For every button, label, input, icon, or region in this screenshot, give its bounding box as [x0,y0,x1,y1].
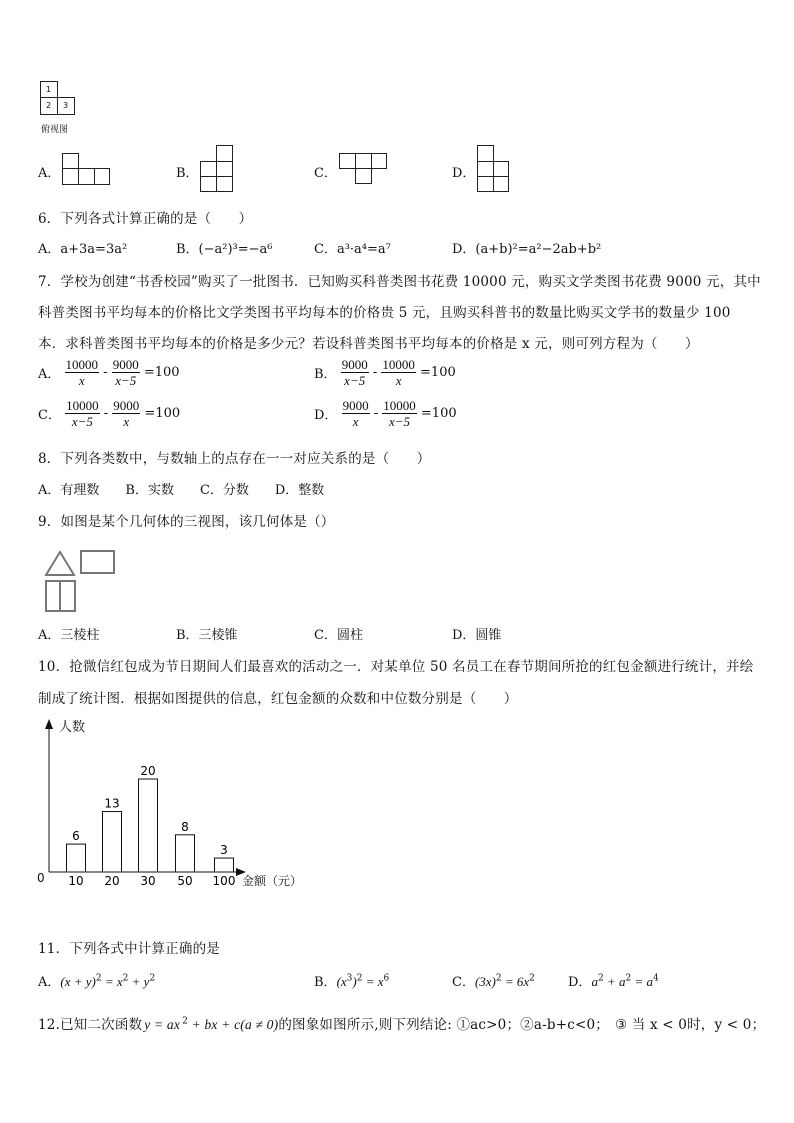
bar-value-label: 13 [104,796,120,811]
bar-value-label: 8 [181,819,189,834]
front-view-triangle [46,552,74,575]
q10-stem-line-2: 制成了统计图．根据如图提供的信息，红包金额的众数和中位数分别是（ ） [38,691,518,707]
x-tick-label: 30 [140,874,156,888]
bar-10 [67,844,86,872]
top-view-cell-2 [40,97,58,115]
q11-option-d: D．$a^2 + a^2 = a^4$ [568,973,659,990]
x-tick-label: 50 [177,874,193,888]
q6-option-a: A．a+3a=3a² [38,242,128,257]
q10-stem-line-1: 10．抢微信红包成为节日期间人们最喜欢的活动之一．对某单位 50 名员工在春节期间所抢的红包金额进行统计，并绘 [38,659,754,675]
bar-50 [176,835,195,872]
q11-stem: 11．下列各式中计算正确的是 [38,941,220,957]
q5-option-d-label: D． [452,166,476,181]
q9-option-a: A．三棱柱 [38,628,100,643]
q8-options: A．有理数 B．实数 C．分数 D．整数 [38,483,325,498]
x-tick-label: 10 [68,874,84,888]
q9-option-d: D．圆锥 [452,628,502,643]
q9-three-view-figure [38,540,120,616]
origin-label: 0 [37,871,45,885]
q7-option-a: A． $\frac{10000}{x}$ - $\frac{9000}{x-5}$ =100 [38,357,180,388]
q6-stem: 6．下列各式计算正确的是（ ） [38,211,253,227]
y-axis-label: 人数 [59,720,86,735]
q11-option-a: A．$(x + y)^2 = x^2 + y^2$ [38,973,156,990]
q12-stem: 12.已知二次函数 y = ax $^2$ + bx + c(a ≠ 0)的图象如图所示,则下列结论: ①ac>0；②a-b+c<0； ③ 当 x < 0时，y < 0； [38,1016,766,1033]
q9-option-b: B．三棱锥 [176,628,238,643]
bar-20 [103,812,122,872]
cell-number: 2 [46,101,52,110]
q5-option-c-label: C． [314,166,337,181]
q6-option-c: C．a³·a⁴=a⁷ [314,242,391,257]
q7-stem-line-2: 科普类图书平均每本的价格比文学类图书平均每本的价格贵 5 元，且购买科普书的数量比购买文学书的数量少 100 [38,305,731,321]
bar-30 [139,779,158,872]
x-axis-label: 金额（元） [242,874,303,888]
q9-stem: 9．如图是某个几何体的三视图，该几何体是（） [38,514,335,530]
q6-option-b: B．(−a²)³=−a⁶ [176,242,273,257]
q5-option-b-label: B． [176,166,199,181]
q5-option-a-label: A． [38,166,61,181]
q11-option-c: C．$(3x)^2 = 6x^2$ [452,973,535,990]
q7-option-b: B． $\frac{9000}{x-5}$ - $\frac{10000}{x}$ =100 [314,357,456,388]
top-view-cell-3 [57,97,75,115]
y-axis-arrow [45,719,53,729]
q6-option-d: D．(a+b)²=a²−2ab+b² [452,242,602,257]
bar-value-label: 20 [140,764,156,778]
top-view-label: 俯视图 [41,125,69,135]
side-view-rectangle [81,551,114,573]
cell-number: 3 [63,101,69,110]
x-tick-label: 100 [212,874,236,888]
x-tick-label: 20 [104,874,120,888]
bar-100 [215,858,234,872]
q11-option-b: B．$(x^3)^2 = x^6$ [314,973,390,990]
bar-value-label: 3 [220,843,228,858]
cell-number: 1 [46,85,52,94]
q7-option-c: C． $\frac{10000}{x-5}$ - $\frac{9000}{x}$ =100 [38,398,181,429]
red-packet-bar-chart [30,715,310,893]
top-view-cell-1 [40,81,58,98]
q7-option-d: D． $\frac{9000}{x}$ - $\frac{10000}{x-5}$ =100 [314,398,457,429]
q9-option-c: C．圆柱 [314,628,363,643]
q7-stem-line-3: 本．求科普类图书平均每本的价格是多少元？若设科普类图书平均每本的价格是 x 元，则可列方程为（ ） [38,336,699,352]
q8-stem: 8．下列各类数中，与数轴上的点存在一一对应关系的是（ ） [38,451,431,467]
bar-value-label: 6 [72,829,80,844]
q7-stem-line-1: 7．学校为创建“书香校园”购买了一批图书．已知购买科普类图书花费 10000 元，购买文学类图书花费 9000 元，其中 [38,274,761,290]
